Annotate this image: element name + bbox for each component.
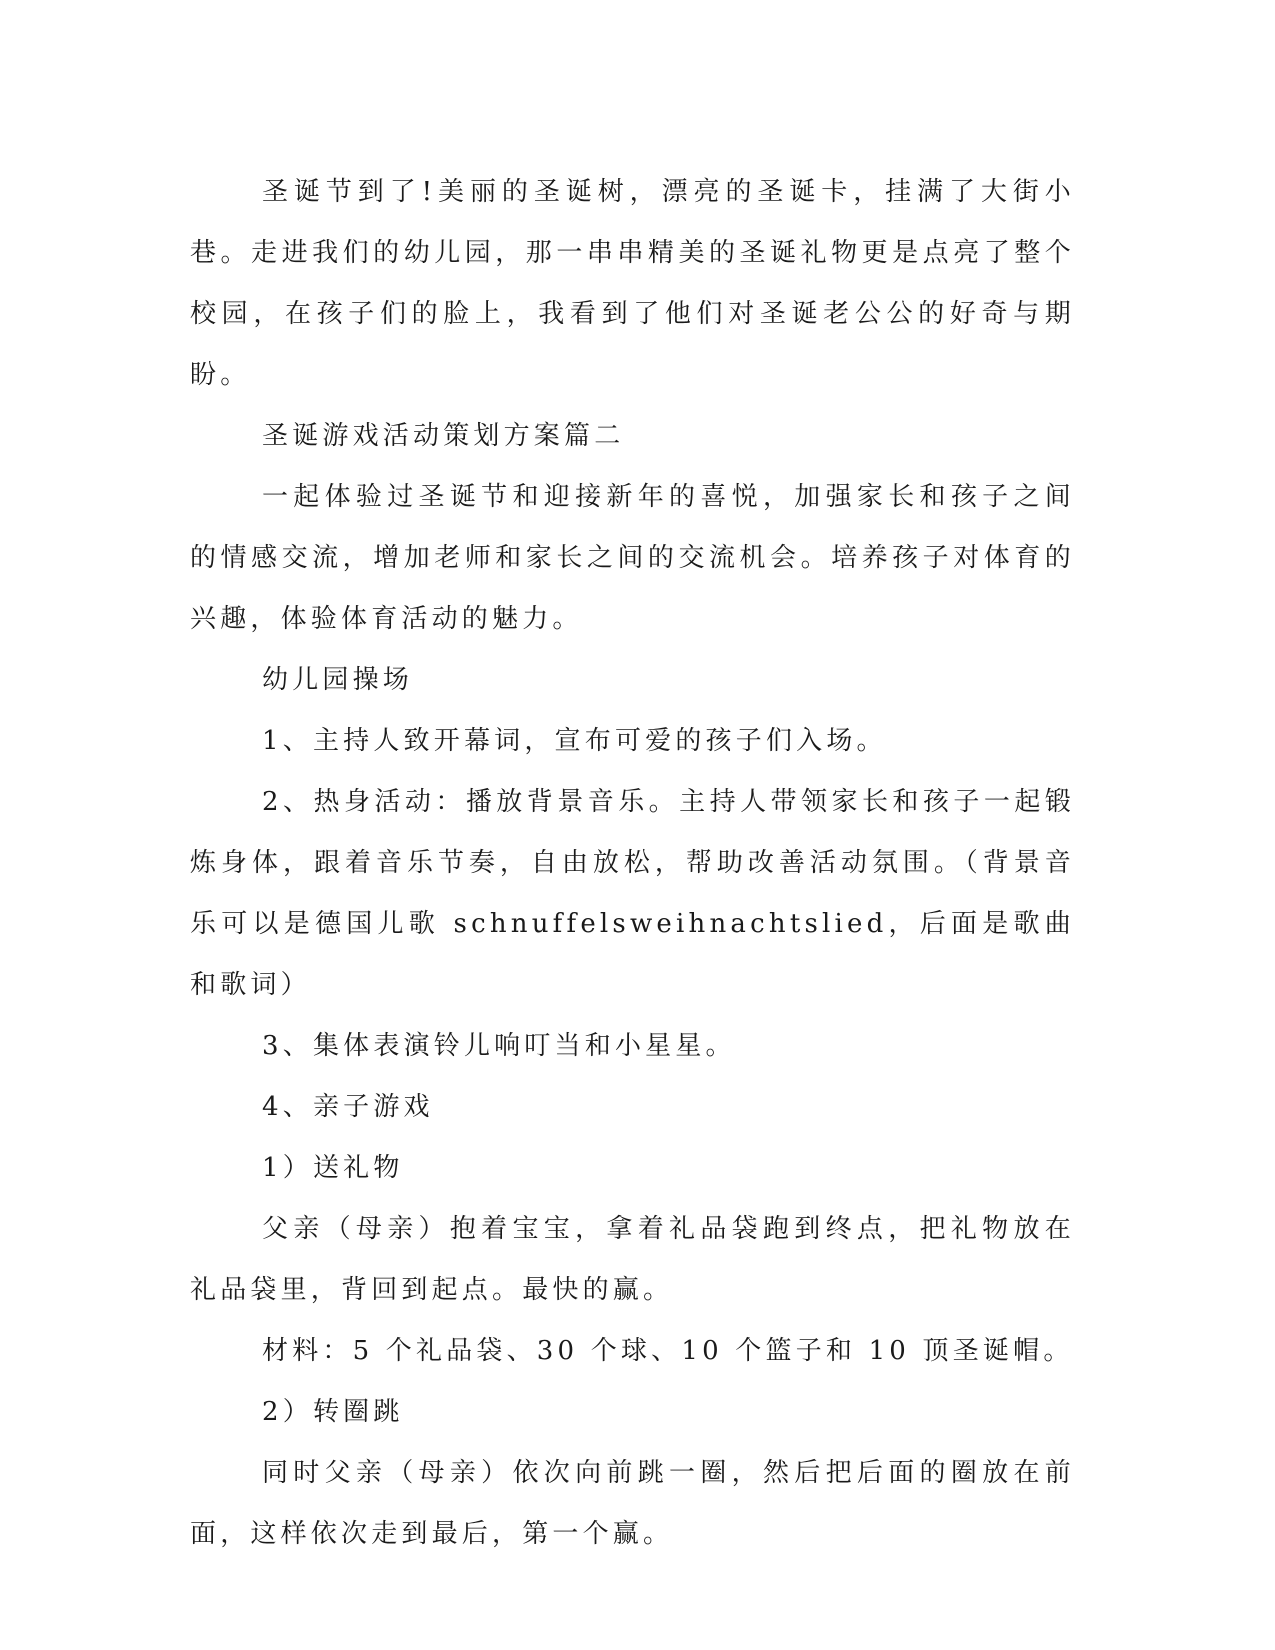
game-2-title: 2）转圈跳: [262, 1397, 404, 1427]
step-2: 2、热身活动：播放背景音乐。主持人带领家长和孩子一起锻炼身体，跟着音乐节奏，自由放松，帮助改善活动氛围。（背景音乐可以是德国儿歌 schnuffelsweihnachtslied，后面是歌曲和歌词）: [190, 787, 1075, 1000]
section-heading: 圣诞游戏活动策划方案篇二: [262, 421, 625, 451]
step-1: 1、主持人致开幕词，宣布可爱的孩子们入场。: [262, 726, 887, 756]
game-1-rules: 父亲（母亲）抱着宝宝，拿着礼品袋跑到终点，把礼物放在礼品袋里，背回到起点。最快的赢。: [190, 1214, 1075, 1305]
paragraph-intro: 圣诞节到了!美丽的圣诞树，漂亮的圣诞卡，挂满了大街小巷。走进我们的幼儿园，那一串串精美的圣诞礼物更是点亮了整个校园，在孩子们的脸上，我看到了他们对圣诞老公公的好奇与期盼。: [190, 177, 1075, 390]
paragraph-location: 幼儿园操场: [262, 665, 414, 695]
paragraph-purpose: 一起体验过圣诞节和迎接新年的喜悦，加强家长和孩子之间的情感交流，增加老师和家长之间的交流机会。培养孩子对体育的兴趣，体验体育活动的魅力。: [190, 482, 1075, 634]
document-body: [190, 162, 1075, 1565]
step-3: 3、集体表演铃儿响叮当和小星星。: [262, 1031, 736, 1061]
game-1-materials: 材料：5 个礼品袋、30 个球、10 个篮子和 10 顶圣诞帽。: [262, 1336, 1074, 1366]
game-1-title: 1）送礼物: [262, 1153, 404, 1183]
game-2-rules: 同时父亲（母亲）依次向前跳一圈，然后把后面的圈放在前面，这样依次走到最后，第一个赢。: [190, 1458, 1075, 1549]
step-4: 4、亲子游戏: [262, 1092, 434, 1122]
